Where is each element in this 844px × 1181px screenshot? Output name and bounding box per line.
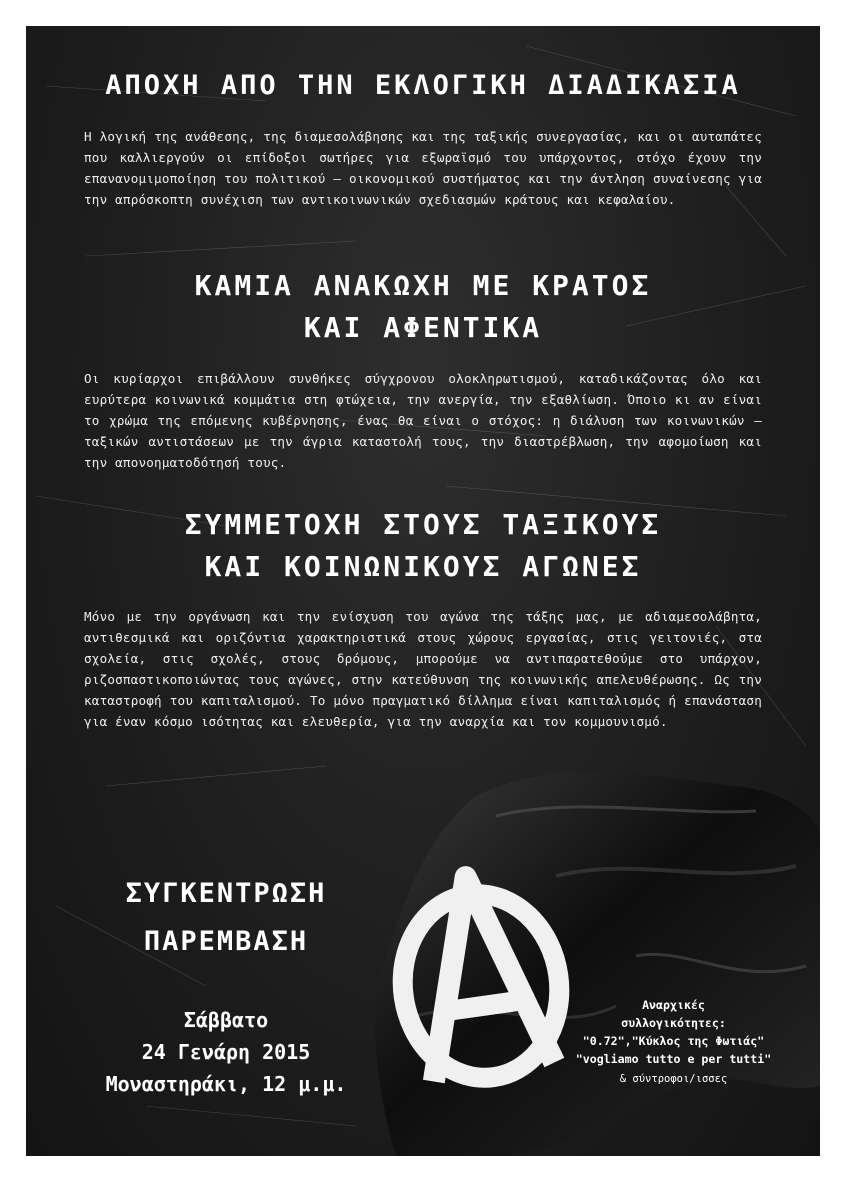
poster [26,26,820,1156]
signatories-line-5: & σύντροφοι/ισσες [619,1073,728,1085]
signatories-line-2: συλλογικότητες: [621,1016,726,1030]
heading-participation-line-2: ΚΑΙ ΚΟΙΝΩΝΙΚΟΥΣ ΑΓΩΝΕΣ [204,550,642,583]
signatories-line-3: "0.72","Κύκλος της Φωτιάς" [582,1034,765,1048]
call-intervention: ΠΑΡΕΜΒΑΣΗ [143,926,309,957]
paragraph-totalitarianism: Οι κυρίαρχοι επιβάλλουν συνθήκες σύγχρονου ολοκληρωτισμού, καταδικάζοντας όλο και ευρύτερα κοινωνικά κομμάτια στη φτώχεια, την ανεργία, την εξαθλίωση. Όποιο κι αν είναι το χρώμα της επόμενης κυβέρνησης, ένας θα είναι ο στόχος: η διάλυση των κοινωνικών – ταξικών αντιστάσεων με την άγρια καταστολή τους, την διαστρέβλωση, την αφομοίωση και την απονοηματοδότησή τους. [84,371,762,470]
anarchy-flag-image [356,756,820,1156]
heading-no-truce-line-2: ΚΑΙ ΑΦΕΝΤΙΚΑ [303,311,543,344]
call-gathering: ΣΥΓΚΕΝΤΡΩΣΗ [125,878,327,909]
signatories-line-4: "vogliamo tutto e per tutti" [575,1052,772,1066]
heading-no-truce-line-1: ΚΑΜΙΑ ΑΝΑΚΩΧΗ ΜΕ ΚΡΑΤΟΣ [194,269,652,302]
paragraph-delegation: Η λογική της ανάθεσης, της διαμεσολάβησης και της ταξικής συνεργασίας, και οι αυταπάτες που καλλιεργούν οι επίδοξοι σωτήρες για εξωραϊσμό του υπάρχοντος, στόχο έχουν την επανανομιμοποίηση του πολιτικού – οικονομικού συστήματος και την άντληση συναίνεσης για την απρόσκοπτη συνέχιση των αντικοινωνικών σχεδιασμών κράτους και κεφαλαίου. [84,129,762,207]
heading-abstention: ΑΠΟΧΗ ΑΠΟ ΤΗΝ ΕΚΛΟΓΙΚΗ ΔΙΑΔΙΚΑΣΙΑ [105,70,741,101]
paragraph-organization: Μόνο με την οργάνωση και την ενίσχυση του αγώνα της τάξης μας, με αδιαμεσολάβητα, αντιθεσμικά και οριζόντια χαρακτηριστικά στους χώρους εργασίας, στις γειτονιές, στα σχολεία, στις σχολές, στους δρόμους, μπορούμε να αντιπαρατεθούμε στο υπάρχον, ριζοσπαστικοποιώντας τους αγώνες, στην κατεύθυνση της κοινωνικής απελευθέρωσης. Ως την καταστροφή του καπιταλισμού. Το μόνο πραγματικό δίλλημα είναι καπιταλισμός ή επανάσταση για έναν κόσμο ισότητας και ελευθερία, για την αναρχία και τον κομμουνισμό. [84,609,762,729]
event-place-time: Μοναστηράκι, 12 μ.μ. [105,1072,347,1096]
signatories-line-1: Αναρχικές [642,998,705,1012]
heading-participation-line-1: ΣΥΜΜΕΤΟΧΗ ΣΤΟΥΣ ΤΑΞΙΚΟΥΣ [184,508,662,541]
event-date: 24 Γενάρη 2015 [141,1040,311,1064]
event-day: Σάββατο [183,1008,269,1032]
